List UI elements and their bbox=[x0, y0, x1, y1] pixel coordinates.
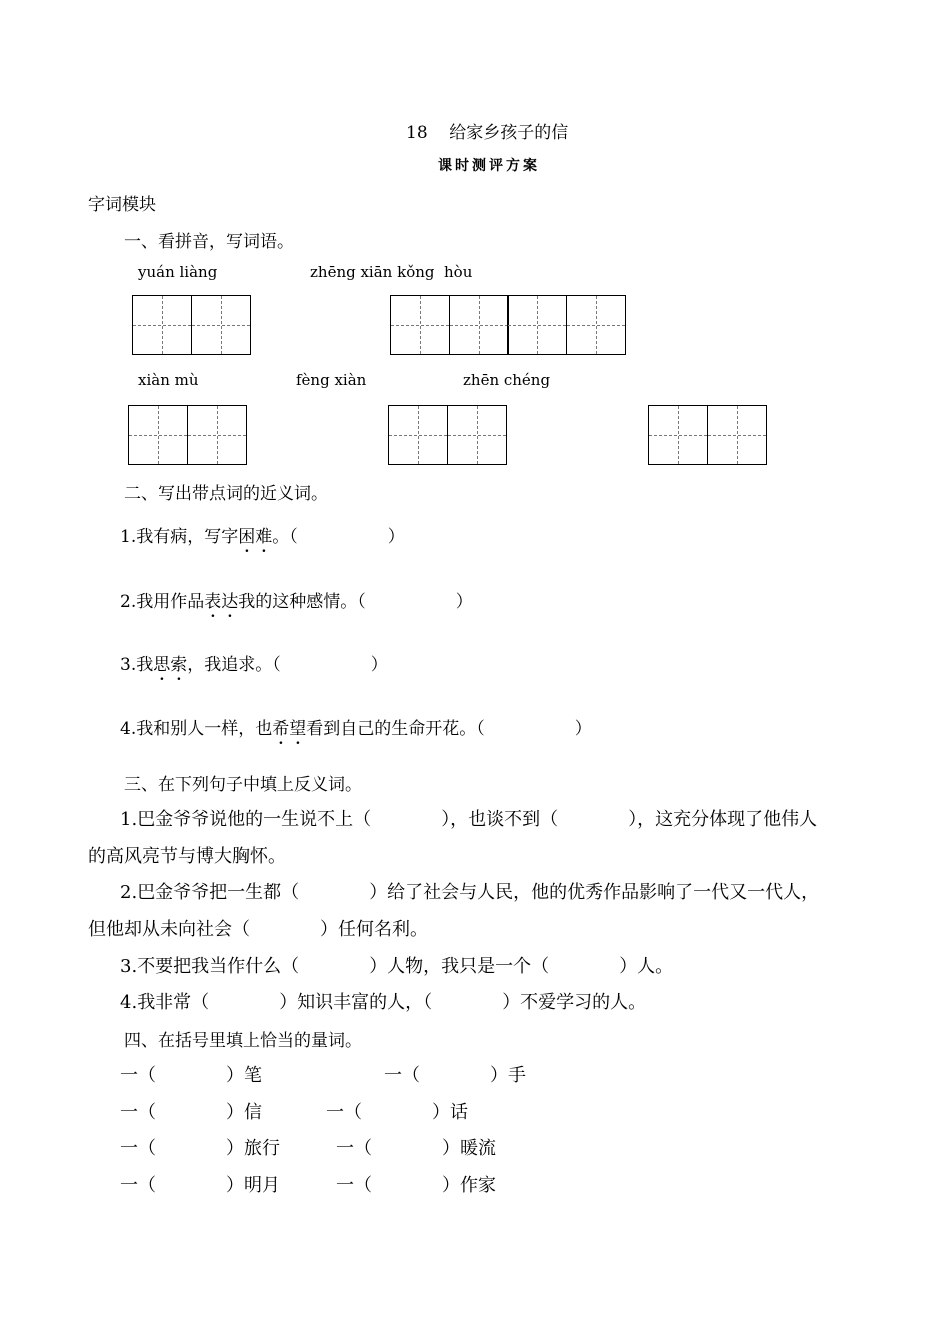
char-box[interactable] bbox=[187, 405, 247, 465]
section3-heading: 三、在下列句子中填上反义词。 bbox=[124, 775, 362, 795]
measure-word-left-4: 一（ ）明月 bbox=[120, 1175, 280, 1196]
lesson-number: 18 bbox=[406, 123, 428, 143]
section2-heading: 二、写出带点词的近义词。 bbox=[124, 484, 328, 504]
measure-word-right-4: 一（ ）作家 bbox=[336, 1175, 496, 1196]
lesson-title: 给家乡孩子的信 bbox=[449, 123, 569, 143]
section4-heading: 四、在括号里填上恰当的量词。 bbox=[124, 1031, 362, 1051]
char-box[interactable] bbox=[191, 295, 251, 355]
page-subtitle: 课时测评方案 bbox=[438, 158, 540, 174]
section1-heading: 一、看拼音，写词语。 bbox=[124, 232, 294, 252]
dotted-word: 困难 bbox=[238, 527, 273, 547]
antonym-question-3: 3.不要把我当作什么（ ）人物，我只是一个（ ）人。 bbox=[120, 956, 674, 977]
char-box[interactable] bbox=[128, 405, 188, 465]
module-label: 字词模块 bbox=[88, 195, 156, 215]
synonym-question-4: 4.我和别人一样，也希望看到自己的生命开花。（ ） bbox=[120, 719, 592, 739]
char-box[interactable] bbox=[132, 295, 192, 355]
writing-grid-1[interactable] bbox=[132, 295, 251, 355]
pinyin-4: fèng xiàn bbox=[296, 371, 367, 389]
char-box[interactable] bbox=[648, 405, 708, 465]
antonym-question-4: 4.我非常（ ）知识丰富的人，（ ）不爱学习的人。 bbox=[120, 992, 647, 1013]
pinyin-1: yuán liàng bbox=[138, 263, 218, 281]
writing-grid-5[interactable] bbox=[648, 405, 767, 465]
antonym-question-2-line2: 但他却从未向社会（ ）任何名利。 bbox=[88, 919, 428, 940]
measure-word-right-1: 一（ ）手 bbox=[384, 1065, 526, 1086]
synonym-question-3: 3.我思索，我追求。（ ） bbox=[120, 655, 388, 675]
pinyin-2: zhēng xiān kǒng hòu bbox=[310, 263, 473, 281]
dotted-word: 表达 bbox=[204, 592, 239, 612]
char-box[interactable] bbox=[707, 405, 767, 465]
synonym-question-1: 1.我有病，写字困难。（ ） bbox=[120, 527, 405, 547]
antonym-question-2-line1: 2.巴金爷爷把一生都（ ）给了社会与人民，他的优秀作品影响了一代又一代人， bbox=[120, 882, 820, 903]
writing-grid-2[interactable] bbox=[390, 295, 626, 355]
char-box[interactable] bbox=[447, 405, 507, 465]
writing-grid-4[interactable] bbox=[388, 405, 507, 465]
pinyin-5: zhēn chéng bbox=[463, 371, 551, 389]
char-box[interactable] bbox=[449, 295, 509, 355]
measure-word-right-3: 一（ ）暖流 bbox=[336, 1138, 496, 1159]
measure-word-right-2: 一（ ）话 bbox=[326, 1102, 468, 1123]
page-title bbox=[406, 118, 568, 143]
char-box[interactable] bbox=[390, 295, 450, 355]
measure-word-left-3: 一（ ）旅行 bbox=[120, 1138, 280, 1159]
pinyin-3: xiàn mù bbox=[138, 371, 199, 389]
measure-word-left-2: 一（ ）信 bbox=[120, 1102, 262, 1123]
dotted-word: 希望 bbox=[272, 719, 307, 739]
antonym-question-1-line1: 1.巴金爷爷说他的一生说不上（ ），也谈不到（ ），这充分体现了他伟人 bbox=[120, 809, 818, 830]
antonym-question-1-line2: 的高风亮节与博大胸怀。 bbox=[88, 846, 286, 867]
dotted-word: 思索 bbox=[153, 655, 188, 675]
synonym-question-2: 2.我用作品表达我的这种感情。（ ） bbox=[120, 592, 473, 612]
writing-grid-3[interactable] bbox=[128, 405, 247, 465]
measure-word-left-1: 一（ ）笔 bbox=[120, 1065, 262, 1086]
char-box[interactable] bbox=[566, 295, 626, 355]
char-box[interactable] bbox=[388, 405, 448, 465]
char-box[interactable] bbox=[507, 295, 567, 355]
